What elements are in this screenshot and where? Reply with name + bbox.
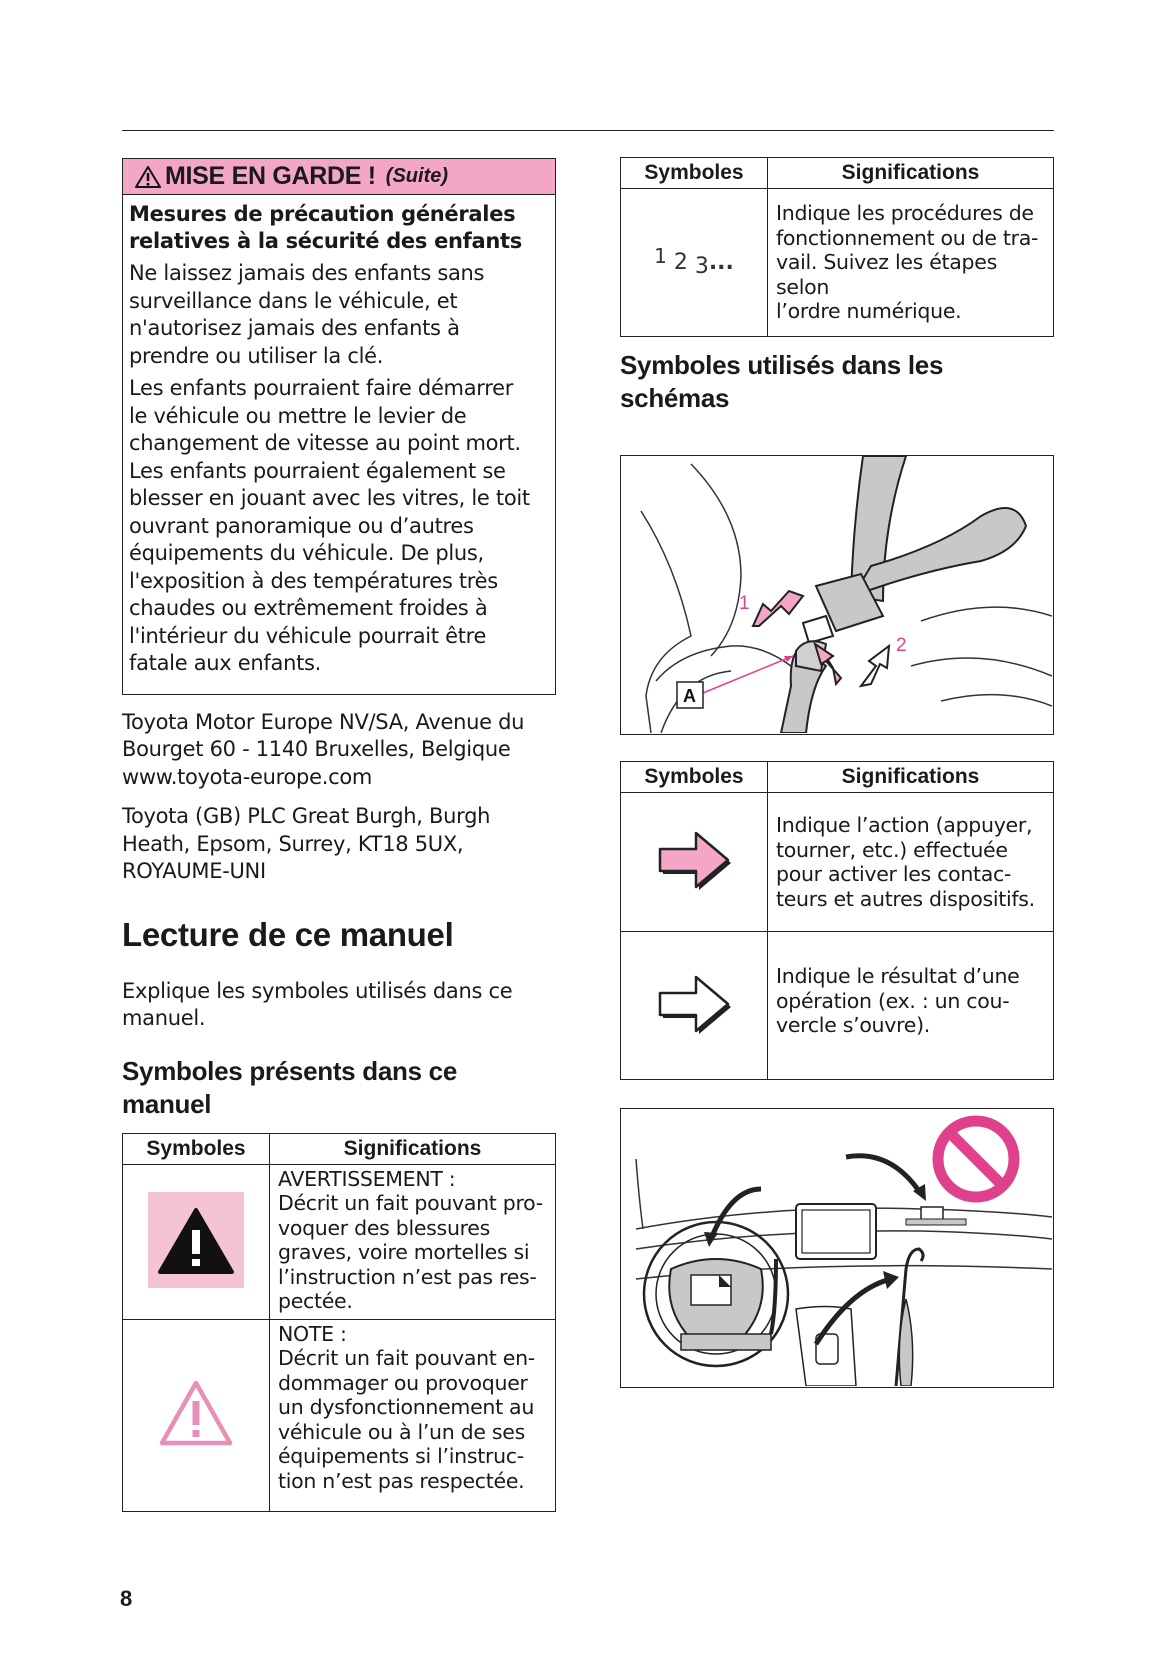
left-column <box>122 158 556 1512</box>
address-toyota-gb <box>122 803 556 886</box>
text-line: l'exposition à des températures très <box>129 568 498 593</box>
text-line: tion n’est pas respectée. <box>278 1468 525 1493</box>
symbols-heading <box>122 1055 556 1121</box>
caution-body <box>123 195 555 694</box>
text-line: Explique les symboles utilisés dans ce <box>122 978 513 1003</box>
text-line: Ne laissez jamais des enfants sans <box>129 261 485 285</box>
table-row <box>123 1319 556 1511</box>
text-line: Toyota Motor Europe NV/SA, Avenue du <box>122 709 525 734</box>
text-line: chaudes ou extrêmement froides à <box>129 596 488 620</box>
text-line: pectée. <box>278 1289 353 1313</box>
text-line: blesser en jouant avec les vitres, le toit <box>129 486 530 510</box>
column-header-symbols: Symboles <box>621 762 768 793</box>
text-line: surveillance dans le véhicule, et <box>129 288 458 313</box>
text-line: un dysfonctionnement au <box>278 1395 535 1419</box>
meaning-cell <box>768 189 1054 337</box>
procedure-symbols-table <box>620 157 1054 337</box>
column-header-symbols: Symboles <box>621 158 768 189</box>
table-row <box>621 793 1054 932</box>
text-line: NOTE : <box>278 1321 347 1346</box>
text-line: Décrit un fait pouvant en- <box>278 1346 535 1370</box>
symbol-cell <box>123 1319 270 1511</box>
website-link[interactable]: www.toyota-europe.com <box>122 764 373 789</box>
top-rule <box>122 130 1054 131</box>
text-line: Indique les procédures de <box>776 201 1034 226</box>
step-dots: ... <box>708 250 734 275</box>
column-header-symbols: Symboles <box>123 1133 270 1164</box>
dashboard-drawing <box>621 1109 1052 1386</box>
callout-a: A <box>683 686 696 706</box>
text-line: Indique le résultat d’une <box>776 964 1020 988</box>
table-header-row <box>621 762 1054 793</box>
table-header-row <box>123 1133 556 1164</box>
seatbelt-drawing <box>621 456 1052 733</box>
diagram-symbols-table <box>620 761 1054 1080</box>
warning-outline-icon <box>158 1379 234 1447</box>
table-row <box>621 932 1054 1080</box>
meaning-cell <box>768 793 1054 932</box>
text-line: fonctionnement ou de tra- <box>776 225 1039 250</box>
text-line: Heath, Epsom, Surrey, KT18 5UX, <box>122 831 464 856</box>
text-line: l’ordre numérique. <box>776 299 962 324</box>
seatbelt-illustration <box>620 455 1054 735</box>
caution-header <box>123 159 555 195</box>
symbol-cell <box>621 793 768 932</box>
step-numbers-icon <box>654 244 734 279</box>
symbol-cell <box>621 932 768 1080</box>
intro-text <box>122 978 556 1033</box>
meaning-cell <box>270 1164 556 1319</box>
text-line: pour activer les contac- <box>776 862 1012 886</box>
white-arrow-icon <box>654 971 734 1037</box>
text-line: n'autorisez jamais des enfants à <box>129 316 460 340</box>
text-line: vercle s’ouvre). <box>776 1013 930 1037</box>
text-line: vail. Suivez les étapes selon <box>776 250 997 299</box>
page-number: 8 <box>120 1586 133 1611</box>
callout-2: 2 <box>896 635 907 656</box>
text-line: AVERTISSEMENT : <box>278 1166 456 1191</box>
heading-line: Symboles présents dans ce <box>122 1055 457 1086</box>
step-three: 3 <box>694 254 709 279</box>
text-line: prendre ou utiliser la clé. <box>129 343 384 368</box>
text-line: fatale aux enfants. <box>129 651 322 675</box>
text-line: Bourget 60 - 1140 Bruxelles, Belgique <box>122 737 511 761</box>
text-line: l'intérieur du véhicule pourrait être <box>129 623 487 648</box>
text-line: voquer des blessures <box>278 1215 491 1240</box>
dashboard-illustration <box>620 1108 1054 1388</box>
caution-box <box>122 158 556 695</box>
text-line: ouvrant panoramique ou d’autres <box>129 513 474 538</box>
text-line: Les enfants pourraient faire démarrer <box>129 376 514 400</box>
heading-line: manuel <box>122 1088 212 1119</box>
meaning-cell <box>768 932 1054 1080</box>
text-line: changement de vitesse au point mort. <box>129 431 521 455</box>
step-one: 1 <box>654 244 667 268</box>
caution-subtitle-line: Mesures de précaution générales <box>129 202 516 226</box>
symbol-cell <box>123 1164 270 1319</box>
table-header-row <box>621 158 1054 189</box>
text-line: graves, voire mortelles si <box>278 1240 530 1264</box>
caution-subtitle <box>129 201 549 255</box>
caution-paragraph-2 <box>129 375 549 678</box>
heading-line: Symboles utilisés dans les <box>620 350 944 380</box>
text-line: Toyota (GB) PLC Great Burgh, Burgh <box>122 804 491 828</box>
column-header-meanings: Significations <box>768 762 1054 793</box>
text-line: dommager ou provoquer <box>278 1370 528 1395</box>
symbols-table <box>122 1133 556 1512</box>
meaning-cell <box>270 1319 556 1511</box>
text-line: Décrit un fait pouvant pro- <box>278 1191 543 1215</box>
table-row <box>123 1164 556 1319</box>
caution-subtitle-line: relatives à la sécurité des enfants <box>129 229 522 253</box>
warning-icon <box>135 166 161 188</box>
text-line: tourner, etc.) effectuée <box>776 837 1008 862</box>
step-two: 2 <box>673 250 688 275</box>
address-toyota-europe <box>122 709 556 792</box>
text-line: Les enfants pourraient également se <box>129 458 506 483</box>
text-line: équipements si l’instruc- <box>278 1444 524 1468</box>
section-title: Lecture de ce manuel <box>122 915 454 953</box>
text-line: véhicule ou à l’un de ses <box>278 1419 525 1444</box>
column-header-meanings: Significations <box>768 158 1054 189</box>
heading-line: schémas <box>620 383 730 413</box>
caution-paragraph-1 <box>129 260 549 370</box>
text-line: équipements du véhicule. De plus, <box>129 541 484 565</box>
warning-filled-icon <box>148 1192 244 1288</box>
pink-arrow-icon <box>654 827 734 893</box>
text-line: l’instruction n’est pas res- <box>278 1264 537 1289</box>
text-line: manuel. <box>122 1006 206 1030</box>
table-row <box>621 189 1054 337</box>
symbol-cell <box>621 189 768 337</box>
caution-suite: (Suite) <box>385 165 449 187</box>
callout-1: 1 <box>739 593 750 614</box>
text-line: Indique l’action (appuyer, <box>776 813 1033 837</box>
text-line: ROYAUME-UNI <box>122 859 266 883</box>
caution-title: MISE EN GARDE ! <box>165 162 376 190</box>
text-line: opération (ex. : un cou- <box>776 988 1010 1013</box>
right-column <box>620 157 1054 1388</box>
text-line: le véhicule ou mettre le levier de <box>129 403 467 428</box>
diagram-symbols-heading <box>620 349 1054 415</box>
column-header-meanings: Significations <box>270 1133 556 1164</box>
text-line: teurs et autres dispositifs. <box>776 886 1035 911</box>
